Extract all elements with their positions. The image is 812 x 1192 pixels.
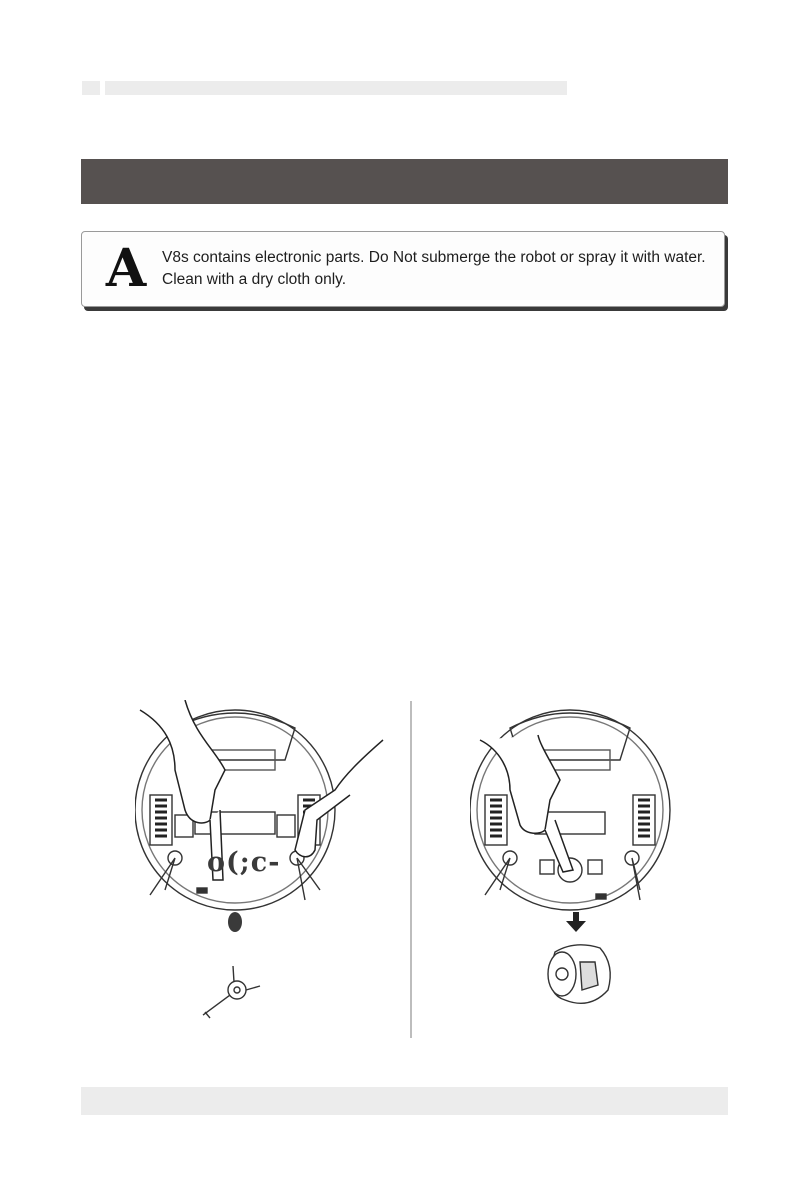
warning-box <box>81 231 725 307</box>
warning-icon: A <box>105 238 147 299</box>
footer-bar <box>81 1087 728 1115</box>
figure-divider <box>410 701 412 1038</box>
overlay-text: o(;c- <box>207 847 281 878</box>
header-tab-marker <box>82 81 100 95</box>
section-header-bar <box>81 159 728 204</box>
step-bullet-icon <box>228 912 242 932</box>
wheel-icon <box>548 945 610 1004</box>
header-bar <box>105 81 567 95</box>
robot-bottom-illustration-right <box>470 700 730 1030</box>
figure-remove-wheel <box>470 700 730 1030</box>
down-arrow-icon <box>566 912 586 932</box>
warning-text: V8s contains electronic parts. Do Not submerge the robot or spray it with water. Clean with a dry cloth only. <box>162 249 706 288</box>
side-brush-icon <box>203 966 260 1018</box>
